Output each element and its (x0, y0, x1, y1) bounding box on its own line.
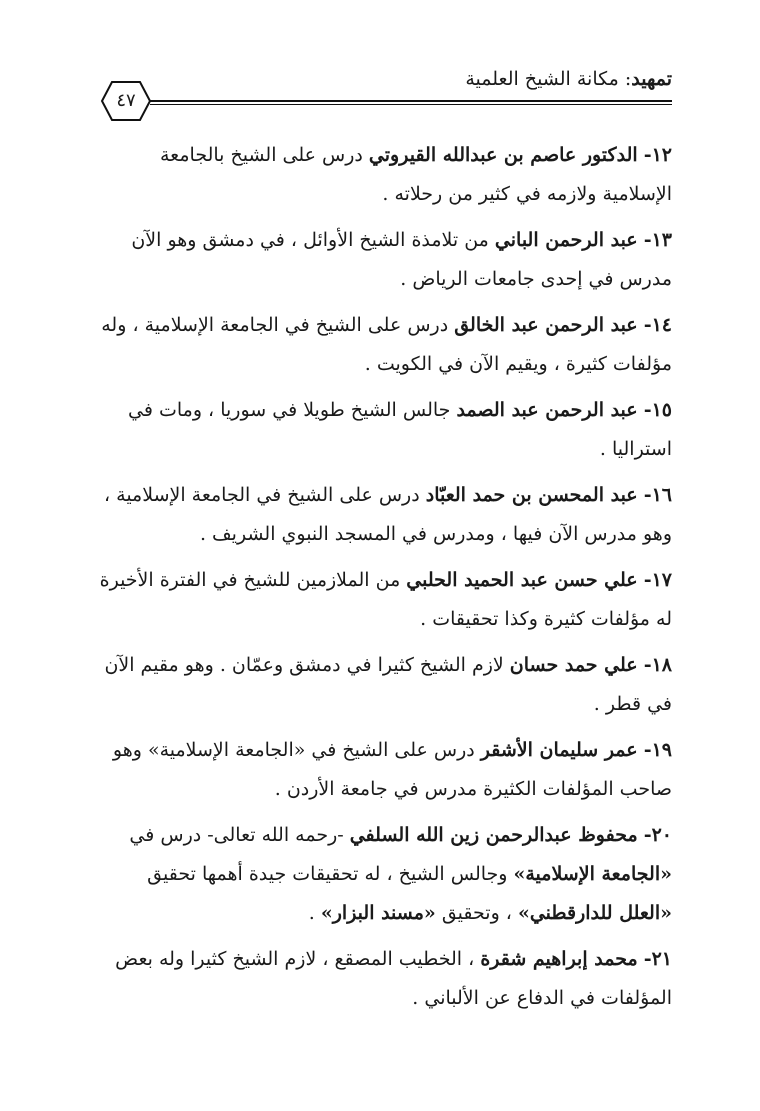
entry-text-continued: استراليا . (599, 438, 672, 460)
entry-name: عبد المحسن بن حمد العبّاد (425, 484, 638, 506)
header-rule-thin (150, 104, 672, 105)
entry-text-continued: صاحب المؤلفات الكثيرة مدرس في جامعة الأردن . (274, 778, 672, 800)
entry-name: عمر سليمان الأشقر (480, 739, 638, 761)
entry-number: ١٤- (643, 314, 672, 336)
list-item (100, 136, 672, 221)
list-item (100, 221, 672, 306)
list-item (100, 561, 672, 646)
entry-text-continued: له مؤلفات كثيرة وكذا تحقيقات . (420, 608, 672, 630)
entry-text: ، الخطيب المصقع ، لازم الشيخ كثيرا وله بعض (115, 948, 481, 970)
entry-text-continued: الإسلامية ولازمه في كثير من رحلاته . (382, 183, 672, 205)
list-item (100, 731, 672, 816)
entry-text-continued: ، وتحقيق (435, 902, 518, 924)
list-item (100, 646, 672, 731)
entry-number: ١٢- (643, 144, 672, 166)
list-item (100, 391, 672, 476)
entry-text: درس على الشيخ في الجامعة الإسلامية ، وله (101, 314, 455, 336)
entry-text-continued: المؤلفات في الدفاع عن الألباني . (412, 987, 672, 1009)
cited-work-title: «مسند البزار» (320, 902, 436, 924)
entry-name: محفوظ عبدالرحمن زين الله السلفي (349, 824, 638, 846)
entry-text-continued: وجالس الشيخ ، له تحقيقات جيدة أهمها تحقيق (147, 863, 514, 885)
list-item (100, 940, 672, 1025)
entry-text: درس على الشيخ في «الجامعة الإسلامية» وهو (112, 739, 481, 761)
entry-name: علي حمد حسان (509, 654, 638, 676)
entry-number: ٢٠- (643, 824, 672, 846)
entry-name: عبد الرحمن عبد الخالق (454, 314, 638, 336)
cited-work-title: «الجامعة الإسلامية» (513, 863, 672, 885)
entry-number: ١٩- (643, 739, 672, 761)
entry-number: ١٦- (643, 484, 672, 506)
entry-name: محمد إبراهيم شقرة (480, 948, 638, 970)
entry-text-continued: مدرس في إحدى جامعات الرياض . (400, 268, 672, 290)
entry-number: ١٧- (643, 569, 672, 591)
entry-number: ١٣- (643, 229, 672, 251)
entry-name: عبد الرحمن عبد الصمد (456, 399, 638, 421)
entry-name: علي حسن عبد الحميد الحلبي (406, 569, 638, 591)
header-rule (150, 100, 672, 102)
entry-text: لازم الشيخ كثيرا في دمشق وعمّان . وهو مقيم الآن (104, 654, 510, 676)
entry-number: ٢١- (643, 948, 672, 970)
header-subtitle: : مكانة الشيخ العلمية (465, 68, 632, 90)
entry-text-continued: . (308, 902, 321, 924)
entry-text: من تلامذة الشيخ الأوائل ، في دمشق وهو الآن (131, 229, 495, 251)
cited-work-title: «العلل للدارقطني» (517, 902, 672, 924)
list-item (100, 306, 672, 391)
entry-text-continued: مؤلفات كثيرة ، ويقيم الآن في الكويت . (364, 353, 672, 375)
entry-text: جالس الشيخ طويلا في سوريا ، ومات في (128, 399, 457, 421)
list-item (100, 816, 672, 940)
entry-text: درس على الشيخ في الجامعة الإسلامية ، (103, 484, 426, 506)
entry-number: ١٥- (643, 399, 672, 421)
entry-text-continued: في قطر . (593, 693, 672, 715)
biography-list (100, 136, 672, 1025)
page-number: ٤٧ (116, 90, 136, 111)
list-item (100, 476, 672, 561)
page-number-badge (100, 80, 152, 122)
entry-name: عبد الرحمن الباني (494, 229, 638, 251)
entry-text: من الملازمين للشيخ في الفترة الأخيرة (100, 569, 407, 591)
header-chapter: تمهيد (631, 68, 672, 90)
entry-text: درس على الشيخ بالجامعة (160, 144, 369, 166)
entry-text: -رحمه الله تعالى- درس في (129, 824, 350, 846)
entry-name: الدكتور عاصم بن عبدالله القيروتي (368, 144, 638, 166)
entry-text-continued: وهو مدرس الآن فيها ، ومدرس في المسجد النبوي الشريف . (199, 523, 672, 545)
entry-number: ١٨- (643, 654, 672, 676)
running-header (98, 64, 672, 94)
